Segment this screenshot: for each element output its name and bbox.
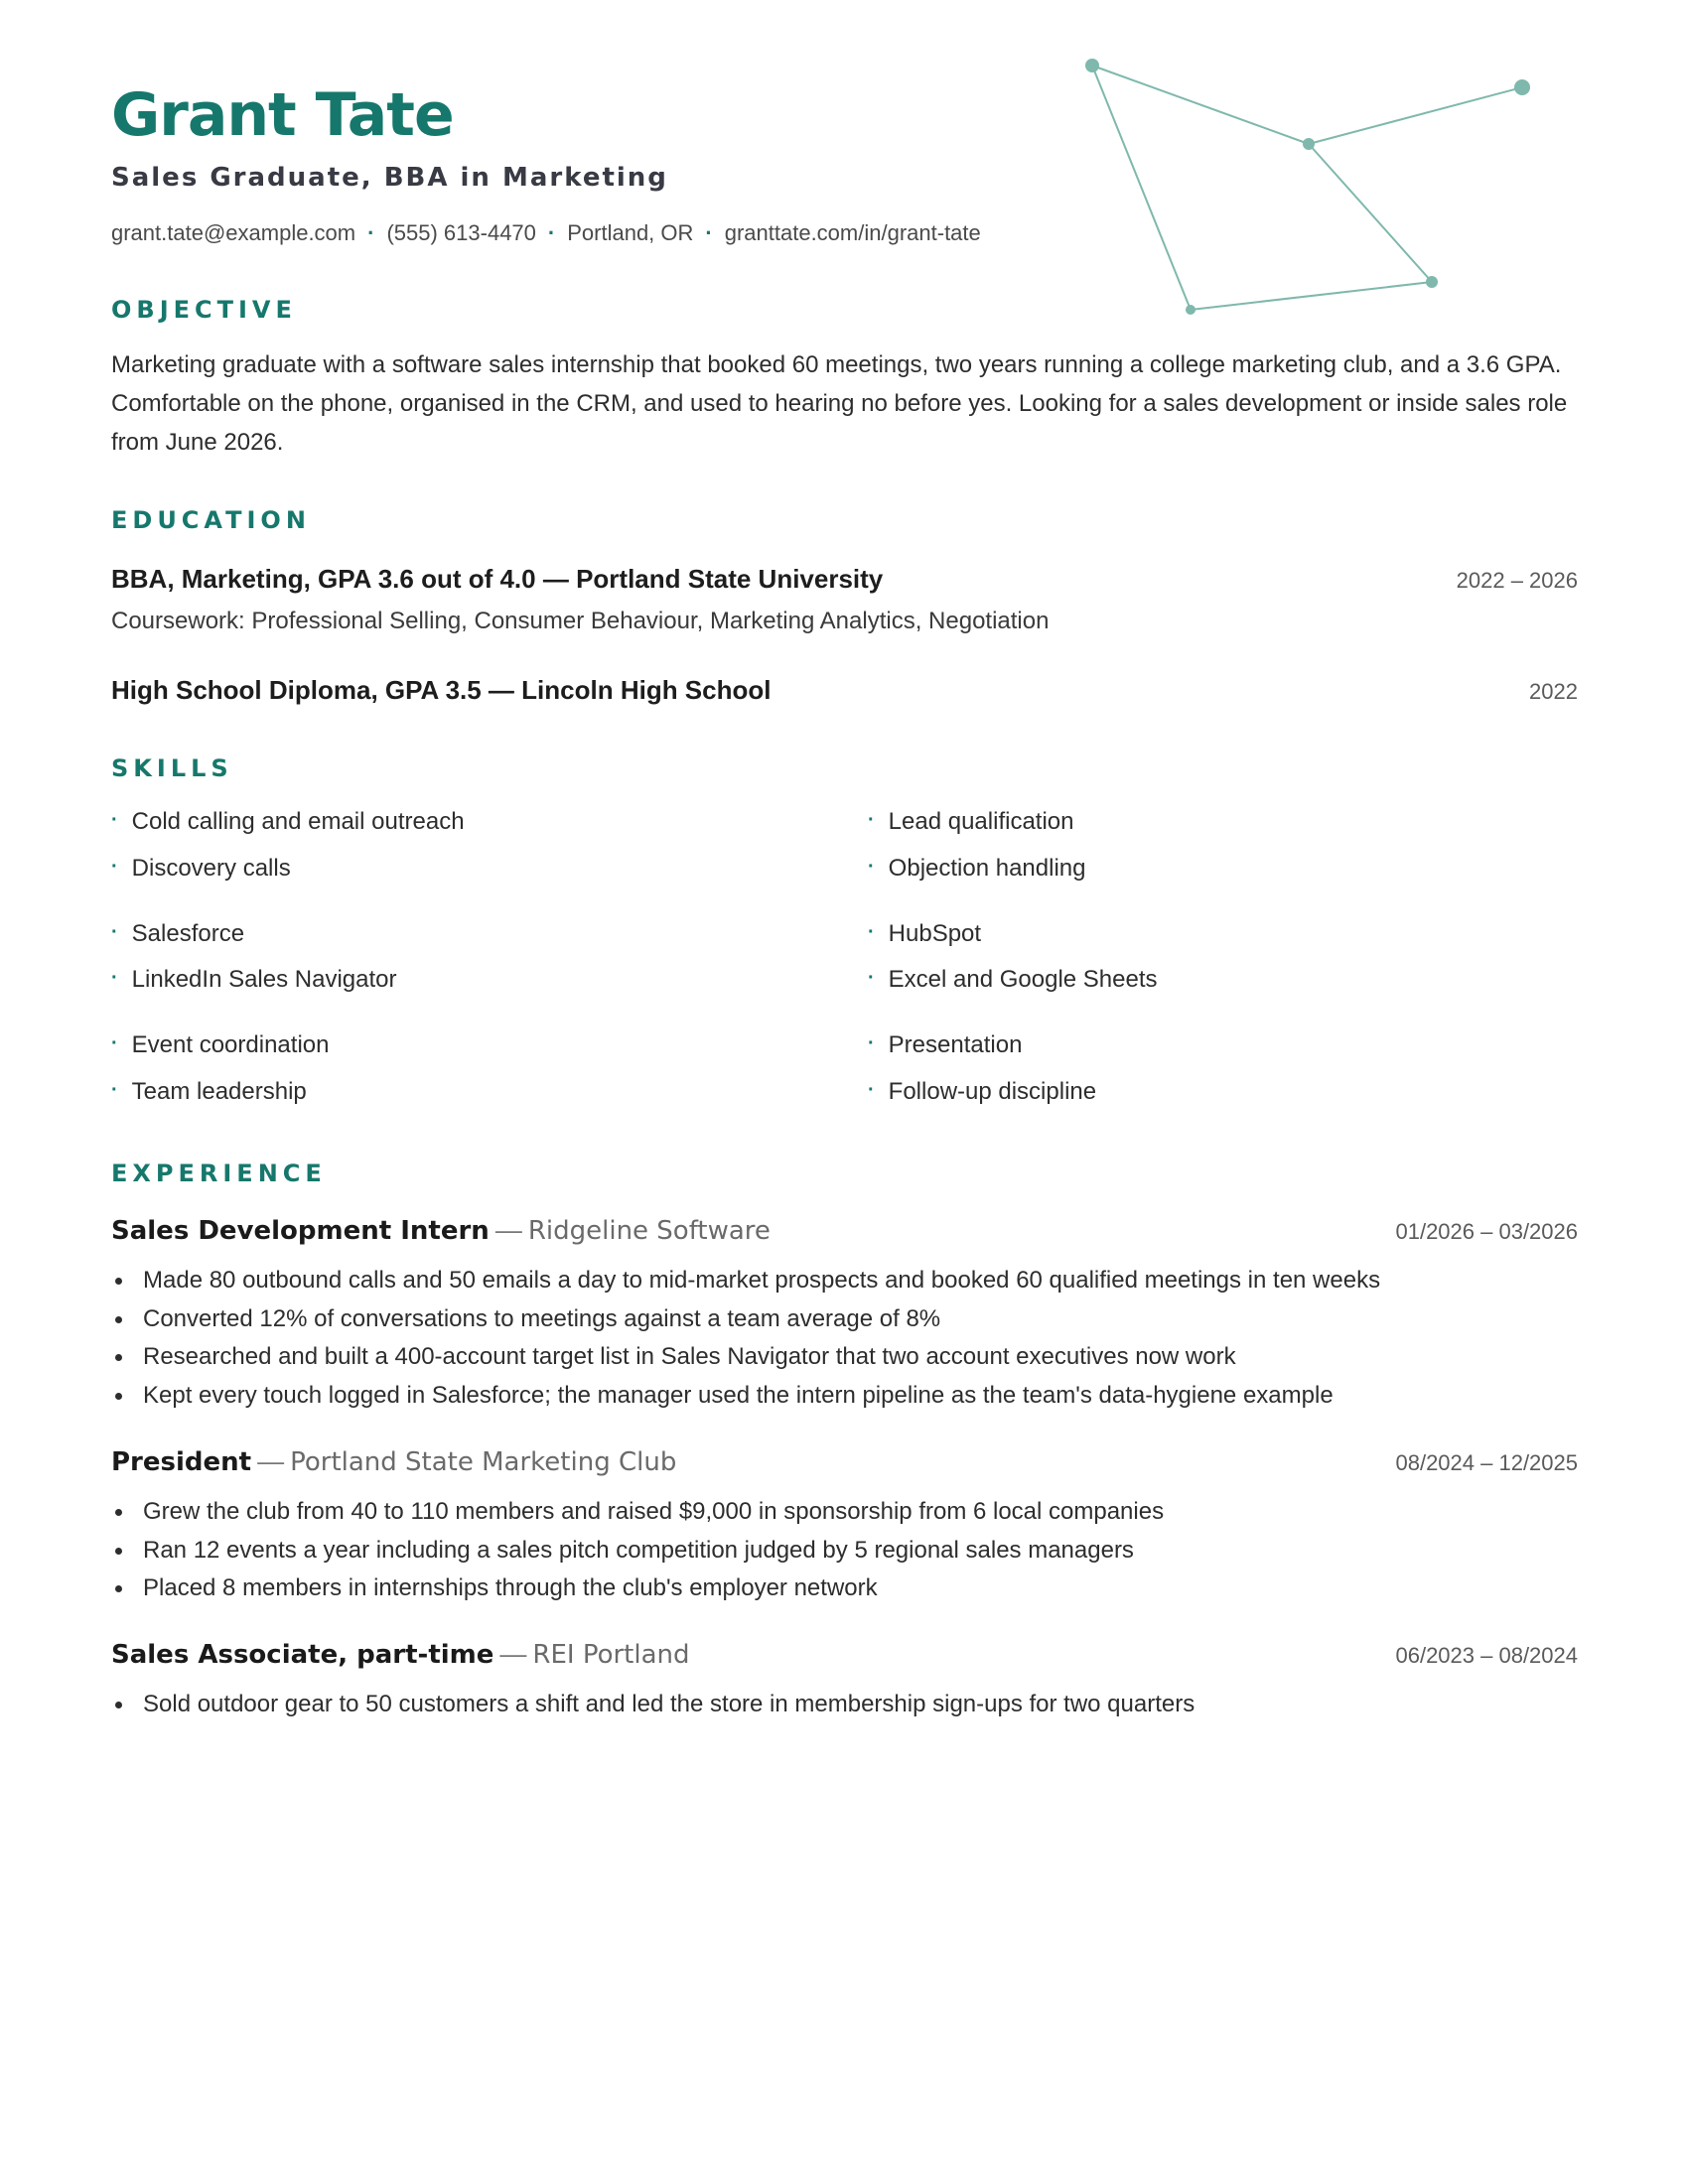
experience-bullet: Ran 12 events a year including a sales pitch competition judged by 5 regional sales managers xyxy=(111,1532,1581,1570)
section-title-experience: EXPERIENCE xyxy=(111,1160,327,1187)
skill-item: · Excel and Google Sheets xyxy=(868,966,1158,993)
education-item xyxy=(111,564,1578,595)
section-title-education: EDUCATION xyxy=(111,506,311,534)
skill-item: · LinkedIn Sales Navigator xyxy=(111,966,397,993)
contact-line xyxy=(111,222,981,244)
education-item xyxy=(111,675,1578,706)
candidate-tagline: Sales Graduate, BBA in Marketing xyxy=(111,163,668,193)
education-date: 2022 – 2026 xyxy=(1456,568,1578,593)
skill-item: · HubSpot xyxy=(868,920,982,947)
candidate-name: Grant Tate xyxy=(111,80,454,150)
section-title-skills: SKILLS xyxy=(111,754,233,782)
experience-bullet: Made 80 outbound calls and 50 emails a day to mid-market prospects and booked 60 qualified meetings in ten weeks xyxy=(111,1262,1581,1300)
skill-item: · Follow-up discipline xyxy=(868,1078,1097,1105)
constellation-decoration-icon xyxy=(1082,48,1539,326)
contact-email[interactable]: grant.tate@example.com xyxy=(111,220,356,245)
experience-bullets xyxy=(111,1686,1581,1724)
experience-role: Sales Development Intern xyxy=(111,1216,490,1246)
experience-bullet: Converted 12% of conversations to meetings against a team average of 8% xyxy=(111,1300,1581,1339)
experience-company: Ridgeline Software xyxy=(527,1216,771,1246)
experience-company: Portland State Marketing Club xyxy=(290,1447,677,1477)
experience-bullets xyxy=(111,1493,1581,1608)
experience-role: Sales Associate, part-time xyxy=(111,1640,494,1670)
skill-item: · Objection handling xyxy=(868,855,1086,882)
experience-date: 01/2026 – 03/2026 xyxy=(1395,1219,1578,1244)
skill-item: · Discovery calls xyxy=(111,855,291,882)
experience-header: Sales Development Intern — Ridgeline Software 01/2026 – 03/2026 xyxy=(111,1215,1578,1246)
skill-item: · Event coordination xyxy=(111,1031,330,1058)
education-date: 2022 xyxy=(1529,679,1578,704)
experience-bullets xyxy=(111,1262,1581,1415)
experience-bullet: Placed 8 members in internships through the club's employer network xyxy=(111,1570,1581,1608)
education-degree: High School Diploma, GPA 3.5 — Lincoln High School xyxy=(111,675,772,705)
experience-date: 08/2024 – 12/2025 xyxy=(1395,1450,1578,1475)
skill-item: · Lead qualification xyxy=(868,808,1074,835)
skill-item: · Presentation xyxy=(868,1031,1023,1058)
contact-website[interactable]: granttate.com/in/grant-tate xyxy=(724,220,981,245)
skill-item: · Salesforce xyxy=(111,920,245,947)
contact-phone[interactable]: (555) 613-4470 xyxy=(386,220,536,245)
contact-separator: · xyxy=(547,220,556,245)
experience-bullet: Researched and built a 400-account target list in Sales Navigator that two account executives now work xyxy=(111,1338,1581,1377)
contact-location: Portland, OR xyxy=(567,220,694,245)
education-coursework: Coursework: Professional Selling, Consumer Behaviour, Marketing Analytics, Negotiation xyxy=(111,608,1050,634)
experience-bullet: Sold outdoor gear to 50 customers a shift and led the store in membership sign-ups for two quarters xyxy=(111,1686,1581,1724)
experience-company: REI Portland xyxy=(532,1640,690,1670)
experience-bullet: Kept every touch logged in Salesforce; the manager used the intern pipeline as the team's data-hygiene example xyxy=(111,1377,1581,1416)
experience-date: 06/2023 – 08/2024 xyxy=(1395,1643,1578,1668)
experience-header: President — Portland State Marketing Club 08/2024 – 12/2025 xyxy=(111,1446,1578,1477)
contact-separator: · xyxy=(705,220,713,245)
experience-role: President xyxy=(111,1447,252,1477)
skill-item: · Team leadership xyxy=(111,1078,307,1105)
objective-text: Marketing graduate with a software sales internship that booked 60 meetings, two years running a college marketing club, and a 3.6 GPA. Comfortable on the phone, organised in the CRM, and used to hearing no before yes. Looking for a sales development or inside sales role from June 2026. xyxy=(111,351,1568,456)
contact-separator: · xyxy=(367,220,375,245)
skill-item: · Cold calling and email outreach xyxy=(111,808,465,835)
experience-header: Sales Associate, part-time — REI Portland 06/2023 – 08/2024 xyxy=(111,1639,1578,1670)
experience-bullet: Grew the club from 40 to 110 members and raised $9,000 in sponsorship from 6 local companies xyxy=(111,1493,1581,1532)
education-degree: BBA, Marketing, GPA 3.6 out of 4.0 — Portland State University xyxy=(111,564,884,594)
section-title-objective: OBJECTIVE xyxy=(111,296,297,324)
